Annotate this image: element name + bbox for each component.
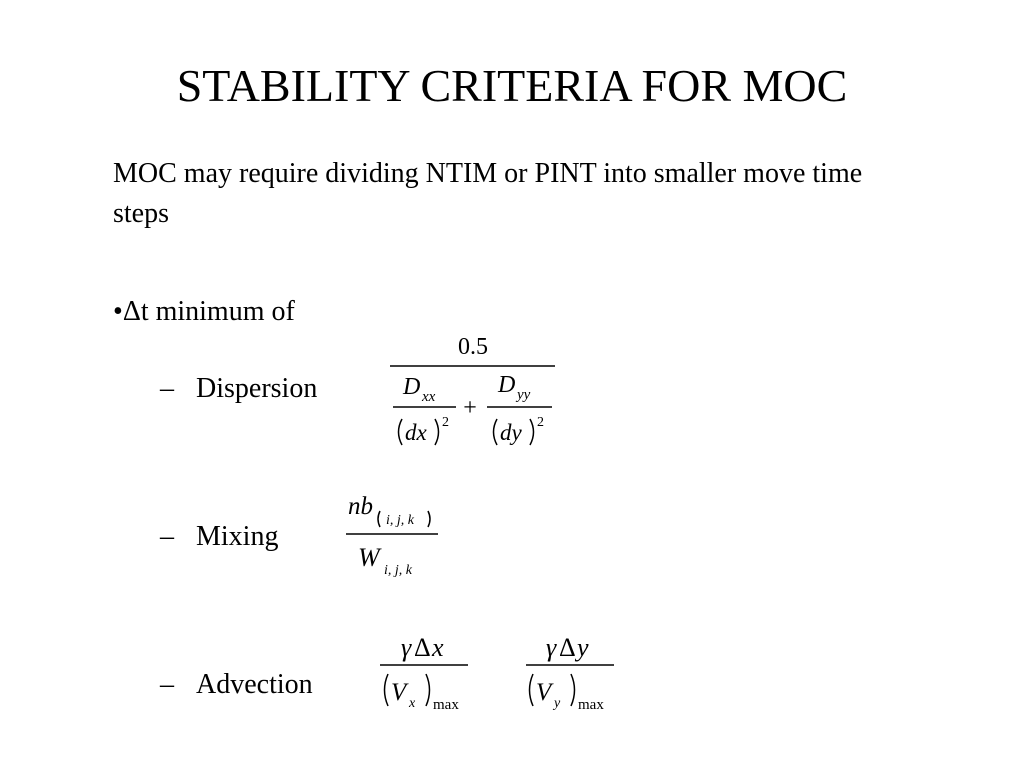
advection-x-var: x (432, 633, 444, 662)
dispersion-term2-num-main: D (498, 372, 516, 398)
advection-x-den-max: max (433, 697, 459, 713)
dash-marker: – (160, 521, 174, 552)
dispersion-label: Dispersion (196, 373, 318, 404)
bullet-item (113, 294, 295, 330)
dispersion-term1-den-main: dx (405, 420, 427, 445)
mixing-num-main: nb (348, 493, 373, 520)
advection-y-open-paren (530, 674, 534, 706)
dispersion-term2-num-sub: yy (517, 387, 531, 403)
bullet-text: Δt minimum of (122, 296, 295, 327)
sub-item-dispersion (160, 371, 317, 407)
dispersion-formula (380, 330, 570, 460)
advection-label: Advection (196, 669, 313, 700)
sub-item-advection (160, 667, 313, 703)
mixing-den-sub: i, j, k (384, 563, 412, 578)
dash-marker: – (160, 373, 174, 404)
dispersion-term1-open-paren (399, 419, 403, 445)
mixing-formula (340, 488, 450, 583)
dispersion-plus-operator: + (463, 395, 477, 421)
advection-x-den-main: V (391, 679, 407, 706)
advection-formula (370, 628, 630, 723)
advection-x-den-sub: x (409, 696, 416, 711)
slide-title: STABILITY CRITERIA FOR MOC (176, 60, 848, 111)
mixing-num-close-paren (428, 511, 430, 527)
mixing-num-sub: i, j, k (386, 513, 414, 528)
advection-y-den-max: max (578, 697, 604, 713)
dispersion-term2-open-paren (494, 419, 498, 445)
advection-y-gamma: γ (546, 633, 557, 662)
dispersion-term2-den-exp: 2 (537, 415, 544, 430)
advection-y-den-sub: y (554, 696, 561, 711)
dispersion-numerator: 0.5 (458, 334, 488, 360)
mixing-den-main: W (358, 543, 380, 572)
bullet-marker: • (113, 296, 123, 327)
advection-x-delta: Δ (414, 633, 431, 662)
dispersion-term1-close-paren (435, 419, 439, 445)
advection-x-close-paren (426, 674, 430, 706)
intro-text: MOC may require dividing NTIM or PINT into smaller move time steps (113, 158, 863, 229)
mixing-label: Mixing (196, 521, 279, 552)
advection-y-delta: Δ (559, 633, 576, 662)
advection-y-close-paren (571, 674, 575, 706)
dispersion-term1-den-exp: 2 (442, 415, 449, 430)
mixing-num-open-paren (378, 511, 380, 527)
dispersion-term2-close-paren (530, 419, 534, 445)
advection-y-var: y (577, 633, 589, 662)
dispersion-term1-num-sub: xx (422, 389, 436, 405)
advection-x-open-paren (385, 674, 389, 706)
advection-x-gamma: γ (401, 633, 412, 662)
sub-item-mixing (160, 519, 278, 555)
dispersion-term1-num-main: D (403, 374, 421, 400)
dispersion-term2-den-main: dy (500, 420, 522, 445)
advection-y-den-main: V (536, 679, 552, 706)
dash-marker: – (160, 669, 174, 700)
